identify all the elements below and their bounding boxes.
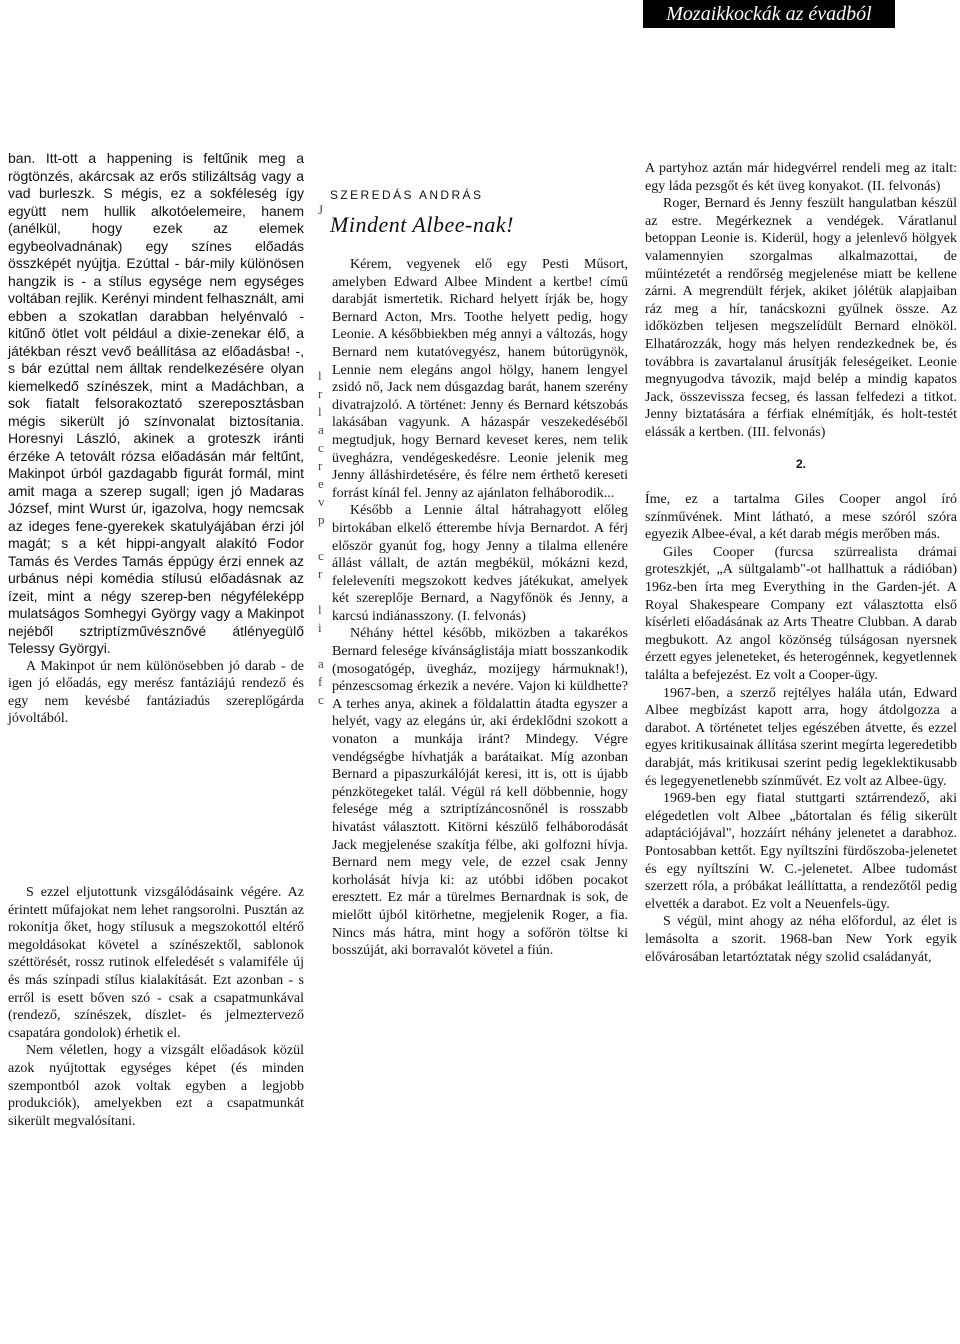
column-right [645, 160, 957, 966]
column-left-block2 [8, 884, 304, 1130]
column-left-block1 [8, 150, 304, 728]
margin-mark: c [318, 440, 324, 455]
margin-mark: c [318, 692, 324, 707]
margin-mark: r [318, 566, 323, 581]
margin-mark: a [318, 422, 324, 437]
paragraph: A Makinpot úr nem különösebben jó darab - de igen jó előadás, egy merész fantáziájú rendező és egy nem kevésbé fantáziadús szereplőgárda jóvoltából. [8, 658, 304, 727]
paragraph: Néhány héttel később, miközben a takarékos Bernard felesége kívánságlistája miatt bosszankodik (mosogatógép, üvegház, mozijegy hármuknak!), pénzescsomag érkezik a nevére. Vajon ki küldhette? A terhes anya, akinek a földalattin átadta egyszer a helyét, vagy az elegáns úr, aki érdeklődni szokott a vonaton a munkája iránt? Mindegy. Végre vendégségbe hívhatják a barátaikat. Míg azonban Bernard a pipaszurkálóját keresi, itt is, ott is újabb pénzkötegeket talál. Végül rá kell döbbennie, hogy felesége még a sztriptízáncosnőnél is rosszabb hivatást választott. Kitörni készülő felháborodását Jack megjelenése szakítja félbe, aki golfozni hívja. Bernard nem megy vele, de ezzel csak Jenny korholását hívja ki: az utóbbi időben pocakot eresztett. Ez már a türelmes Bernardnak is sok, de mielőtt újból kitörhetne, megjelenik Roger, a fia. Nincs más hátra, mint hogy a sofőrön töltse ki bosszúját, aki borravalót követel a fiún. [332, 626, 628, 959]
paragraph: Nem véletlen, hogy a vizsgált előadások közül azok nyújtottak egységes képet (és minden szempontból azok voltak egyben a legjobb produkciók), amelyekben ezt a csapatmunkát sikerült megvalósítani. [8, 1043, 304, 1129]
margin-mark: f [318, 674, 323, 689]
paragraph: Giles Cooper (furcsa szürrealista drámai groteszkjét, „A sültgalamb"-ot hallhattuk a rádióban) 196z-ben írta meg Everything in the Garden-jét. A Royal Shakespeare Company ezt választotta első kísérleti előadásának az Arts Theatre Clubban. A darab megbukott. Az angol közönség túlságosan nyersnek érzett egyes jeleneteket, és heterogénnek, kegyetlennek találta a befejezést. Ez volt a Cooper-ügy. [645, 544, 957, 684]
margin-mark: c [318, 548, 324, 563]
margin-mark: l [318, 602, 322, 617]
margin-mark: J [318, 202, 324, 217]
paragraph: ban. Itt-ott a happening is feltűnik meg a rögtönzés, akárcsak az erős stilizáltság vagy a vad burleszk. S mégis, ez a sokféleség így együtt nem hullik alkotóelemeire, hanem (anélkül, hogy ezek az elemek egybeolvadnának) egy színes előadás összképét nyújtja. Ezúttal - bár-mily különösen hangzik is - a stílus egysége nem egységes voltában rejlik. Kerényi mindent felhasznált, ami ebben a szokatlan darabban helyénvaló - kitűnő ötlet volt például a dixie-zenekar élő, a játékban részt vevő beállítása az előadásba! -, s bár ezúttal nem álltak rendelkezésére olyan kiemelkedő színészek, mint a Madáchban, a sok fiatalt felsorakoztató szereposztásban mégis sikerült jó színvonalat biztosítania. Horesnyi László, akinek a groteszk iránti érzéke A tetovált rózsa előadásán már feltűnt, Makinpot úrból gazdagabb figurát formál, mint amit maga a szerep sugall; igen jó Madaras József, mint Wurst úr, igazolva, hogy nemcsak az ideges fene-gyerekek skatulyájában érzi jól magát; s a két hippi-angyalt alakító Fodor Tamás és Verdes Tamás éppúgy érzi ennek az urbánus népi komédia stílusú előadásnak az ízeit, mint a négy szerep-ben négyféleképp mulatságos Somhegyi György vagy a Makinpot nejéből sztriptízművésznővé átlényegülő Telessy Györgyi. [8, 150, 304, 656]
margin-mark: l [318, 368, 322, 383]
paragraph: 1967-ben, a szerző rejtélyes halála után, Edward Albee megbízást kapott arra, hogy átdolgozza a darabot. A történetet teljes egészében átvette, és ezzel egyes kritikusainak állítása szerint megírta legeredetibb darabját, más kritikusai szerint pedig legeklektikusabb és legegyenetlenebb színművét. Ez volt az Albee-ügy. [645, 685, 957, 789]
paragraph: 1969-ben egy fiatal stuttgarti sztárrendező, aki elégedetlen volt Albee „bátortalan és félig sikerült adaptációjával", hozzáírt néhány jelenetet a darabhoz. Pontosabban kettőt. Egy nyíltszíni fürdőszoba-jelenetet és egy nyíltszíni W. C.-jelenetet. Albee tudomást szerzett róla, a próbákat leállíttatta, a rendezőtől pedig elvették a darabot. Ez volt a Neuenfels-ügy. [645, 791, 957, 912]
margin-mark: i [318, 620, 322, 635]
margin-mark: a [318, 656, 324, 671]
paragraph: A partyhoz aztán már hidegvérrel rendeli meg az italt: egy láda pezsgőt és két üveg konyakot. (II. felvonás) [645, 161, 957, 194]
paragraph: S ezzel eljutottunk vizsgálódásaink végére. Az érintett műfajokat nem lehet rangsorolni. Pusztán az rokonítja őket, hogy stílusuk a megszokottól eltérő megoldásokat követel a színészektől, sablonok széttörését, rossz rutinok elfeledését s valamiféle új és más színpadi stílus kialakítását. Ezt azonban - s erről is esett bőven szó - csak a csapatmunkával (rendező, színészek, díszlet- és jelmeztervező csapatára gondolok) érhetik el. [8, 885, 304, 1041]
margin-mark: r [318, 458, 323, 473]
section-title-banner: Mozaikkockák az évadból [643, 0, 895, 28]
article-title: Mindent Albee-nak! [330, 212, 514, 237]
margin-mark: v [318, 494, 325, 509]
margin-mark: e [318, 476, 324, 491]
margin-mark: r [318, 386, 323, 401]
margin-mark: l [318, 404, 322, 419]
paragraph: Íme, ez a tartalma Giles Cooper angol író színművének. Mint látható, a mese szóról szóra egyezik Albee-éval, a két darab mégis merőben más. [645, 492, 957, 543]
paragraph: Később a Lennie által hátrahagyott előleg birtokában elkelő étterembe hívja Bernardot. A férj először gyanút fog, hogy Jenny a tilalma ellenére állást vállalt, de aztán megbékül, mókázni kezd, feleleveníti megszokott kedves játékukat, amelyek két szereplője Bernard, a Nagyfőnök és Jenny, a karcsú indiánasszony. (I. felvonás) [332, 503, 628, 624]
paragraph: S végül, mint ahogy az néha előfordul, az élet is lemásolta a szorit. 1968-ban New York egyik elővárosában letartóztatak négy szolid családanyát, [645, 914, 957, 965]
paragraph: Roger, Bernard és Jenny feszült hangulatban készül az estre. Megérkeznek a vendégek. Váratlanul betoppan Leonie is. Kiderül, hogy a jelenlevő hölgyek valamennyien szorgalmas alkalmazottai, de műintézetét a rendőrség megjelenése miatt be kellene zárni. A megrendült férjek, akiket jólétük alapjaiban ráz meg a hír, tanácskozni gyűlnek össze. Az időközben teljesen megszelídült Bernard elnököl. Elhatározzák, hogy más helyen rendezkednek be, és továbbra is zavartalanul árusítják feleségeiket. Leonie megnyugodva távozik, majd belép a mindig kapatos Jack, összevissza fecseg, és lassan felfedezi a titkot. Jenny biztatására a férfiak elnémítják, és holt-testét elássák a kertben. (III. felvonás) [645, 196, 957, 440]
article-author: SZEREDÁS ANDRÁS [330, 188, 484, 202]
margin-mark: p [318, 512, 325, 527]
paragraph: Kérem, vegyenek elő egy Pesti Műsort, amelyben Edward Albee Mindent a kertbe! című darabját ismertetik. Richard helyett írják be, hogy Bernard Acton, Mrs. Toothe helyett pedig, hogy Leonie. A későbbiekben még annyi a változás, hogy Bernard nem kutatóvegyész, hanem bútorügynök, Lennie nem elegáns angol hölgy, hanem lengyel zsidó nő, Jack nem dúsgazdag barát, hanem szerény divatrajzoló. A történet: Jenny és Bernard kétszobás lakásában vagyunk. A házaspár veszekedéséből megtudjuk, hogy Bernard keveset keres, nem telik üvegházra, vendégeskedésre. Leonie jelenik meg Jenny álláshirdetésére, és félre nem érthető kereseti forrást kínál fel. Jenny az ajánlaton felháborodik... [332, 257, 628, 501]
section-number: 2. [795, 456, 806, 471]
column-middle [332, 256, 628, 960]
